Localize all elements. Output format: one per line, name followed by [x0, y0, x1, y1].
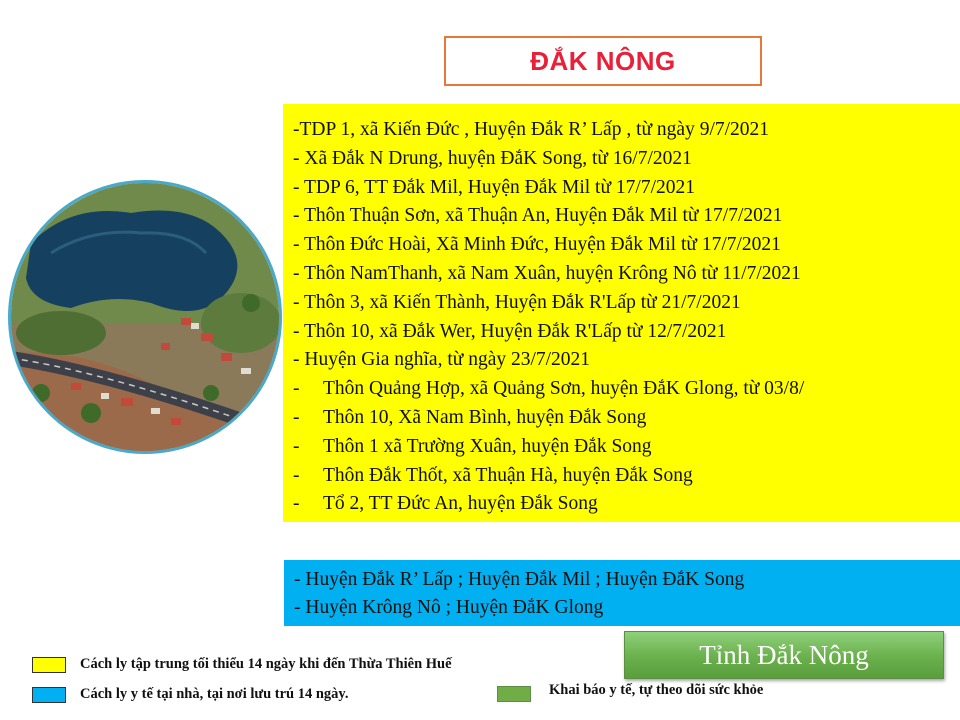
list-item: - Huyện Gia nghĩa, từ ngày 23/7/2021 — [293, 349, 591, 371]
legend-blue — [32, 686, 349, 703]
list-item: - Thôn 10, Xã Nam Bình, huyện Đắk Song — [293, 406, 647, 428]
list-item: - Thôn 3, xã Kiến Thành, Huyện Đắk R'Lấp từ 21/7/2021 — [293, 291, 741, 313]
province-button-label: Tỉnh Đắk Nông — [699, 639, 869, 670]
list-item: - TDP 6, TT Đắk Mil, Huyện Đắk Mil từ 17/7/2021 — [293, 176, 696, 198]
legend-green-swatch — [497, 686, 531, 702]
list-item: - Thôn Đức Hoài, Xã Minh Đức, Huyện Đắk Mil từ 17/7/2021 — [293, 234, 781, 256]
legend-yellow — [32, 656, 452, 673]
list-item: - Thôn 10, xã Đắk Wer, Huyện Đắk R'Lấp từ 12/7/2021 — [293, 320, 727, 342]
list-item: - Huyện Đắk R’ Lấp ; Huyện Đắk Mil ; Huyện ĐắK Song — [294, 569, 745, 590]
list-item: - Thôn NamThanh, xã Nam Xuân, huyện Krông Nô từ 11/7/2021 — [293, 262, 801, 284]
list-item: - Thôn 1 xã Trường Xuân, huyện Đắk Song — [293, 435, 652, 457]
list-item: - Tổ 2, TT Đức An, huyện Đắk Song — [293, 493, 598, 515]
province-button[interactable] — [624, 631, 944, 679]
page-title: ĐẮK NÔNG — [530, 45, 676, 76]
legend-green — [497, 681, 764, 702]
legend-yellow-swatch — [32, 657, 66, 673]
aerial-lake-photo — [8, 180, 282, 454]
list-item: - Thôn Thuận Sơn, xã Thuận An, Huyện Đắk Mil từ 17/7/2021 — [293, 205, 783, 227]
blue-quarantine-panel — [284, 560, 960, 626]
list-item: - Thôn Quảng Hợp, xã Quảng Sơn, huyện ĐắK Glong, từ 03/8/ — [293, 378, 805, 400]
legend-blue-swatch — [32, 687, 66, 703]
list-item: -TDP 1, xã Kiến Đức , Huyện Đắk R’ Lấp , từ ngày 9/7/2021 — [293, 119, 770, 140]
yellow-quarantine-panel — [283, 104, 960, 522]
list-item: - Huyện Krông Nô ; Huyện ĐắK Glong — [294, 597, 604, 618]
legend-green-label: Khai báo y tế, tự theo dõi sức khỏe — [549, 681, 764, 698]
legend-yellow-label: Cách ly tập trung tối thiểu 14 ngày khi đến Thừa Thiên Huế — [80, 656, 452, 672]
title-box — [444, 36, 762, 86]
list-item: - Xã Đắk N Drung, huyện ĐắK Song, từ 16/7/2021 — [293, 147, 692, 169]
list-item: - Thôn Đắk Thốt, xã Thuận Hà, huyện Đắk Song — [293, 464, 693, 486]
legend-blue-label: Cách ly y tế tại nhà, tại nơi lưu trú 14 ngày. — [80, 686, 349, 702]
